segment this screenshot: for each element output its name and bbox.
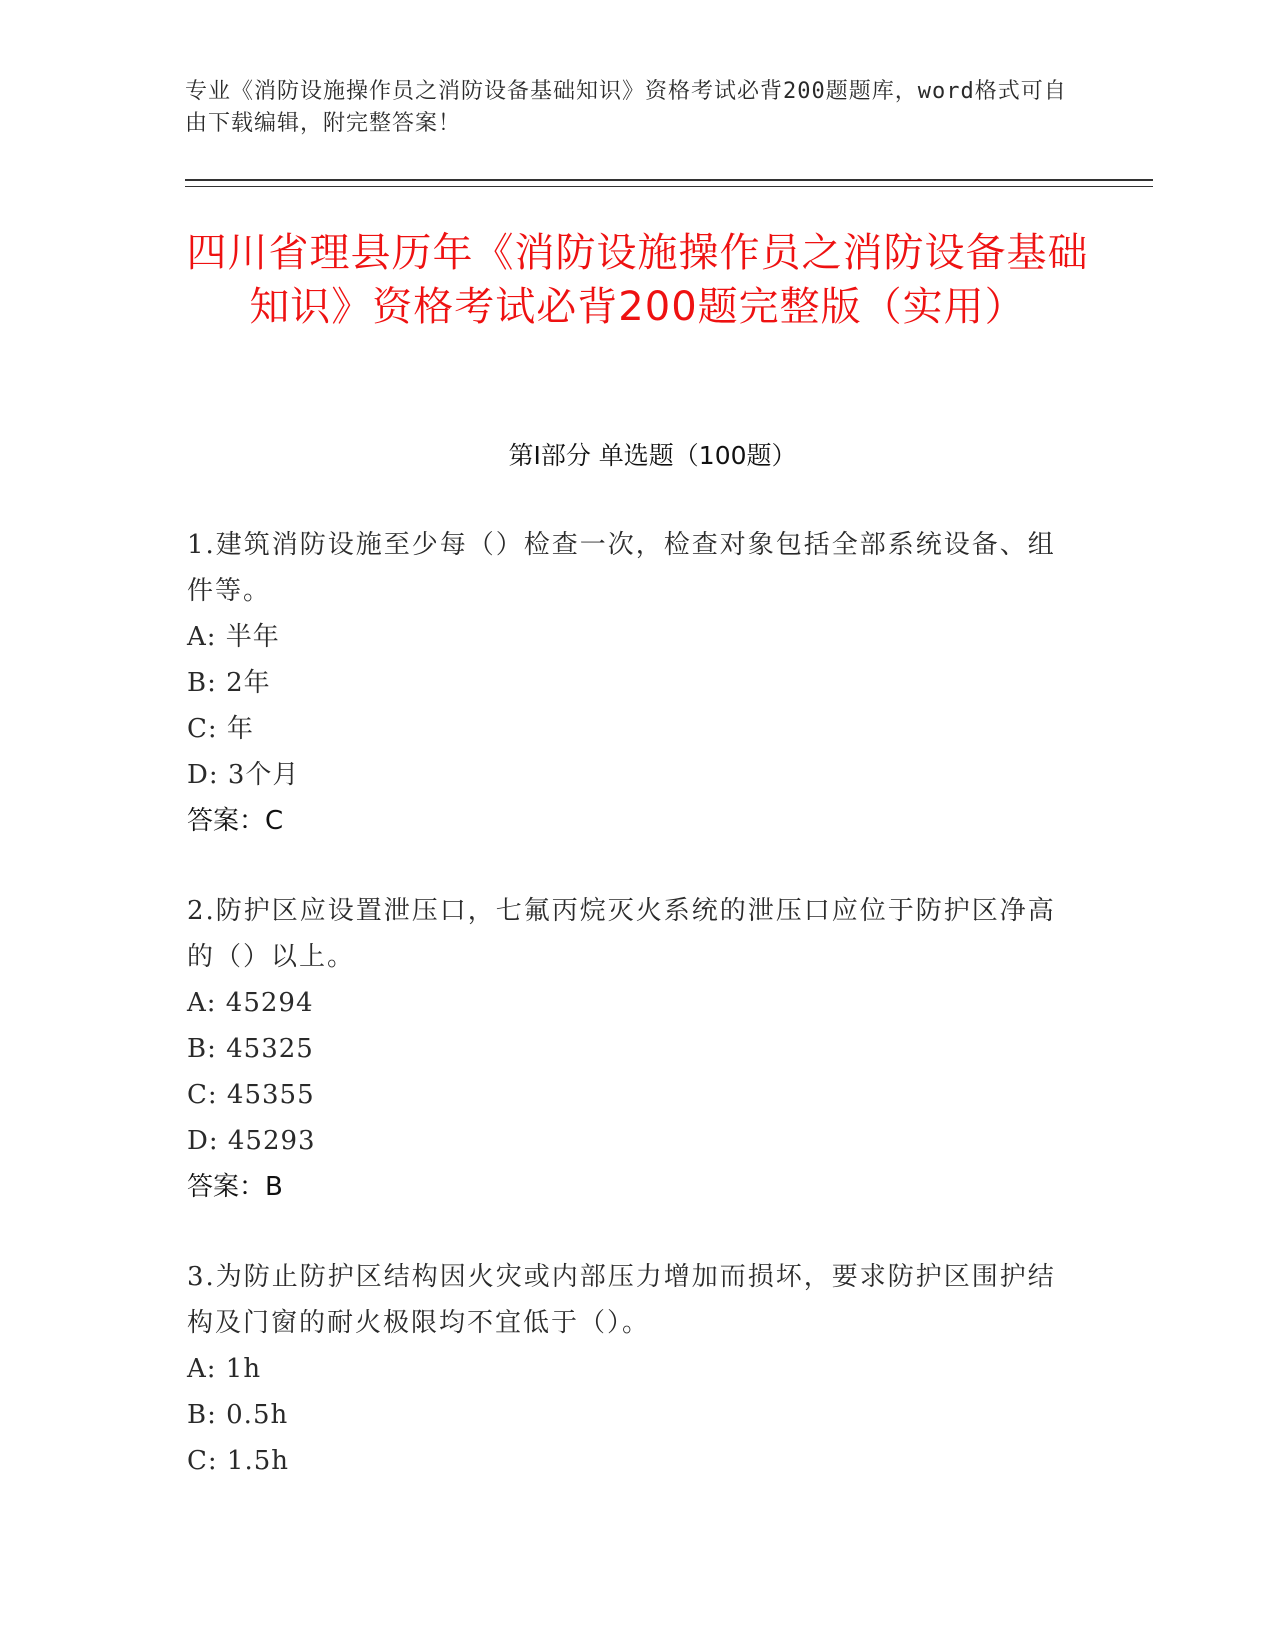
question-option-a: A: 45294 (187, 988, 314, 1018)
document-title: 四川省理县历年《消防设施操作员之消防设备基础知识》资格考试必背200题完整版（实用） (186, 230, 1089, 330)
question-item (187, 1254, 1067, 1484)
question-option-a: A: 半年 (187, 622, 280, 652)
question-option-c: C: 年 (187, 714, 254, 744)
header-rule-thick (185, 179, 1153, 181)
header-note: 专业《消防设施操作员之消防设备基础知识》资格考试必背200题题库，word格式可自由下载编辑，附完整答案！ (185, 79, 1067, 136)
question-option-c: C: 1.5h (187, 1446, 290, 1476)
question-item (187, 888, 1067, 1210)
question-option-c: C: 45355 (187, 1080, 315, 1110)
question-option-b: B: 2年 (187, 668, 271, 698)
question-option-b: B: 0.5h (187, 1400, 289, 1430)
question-option-b: B: 45325 (187, 1034, 314, 1064)
header-rule-thin (185, 186, 1153, 187)
question-answer: 答案：C (187, 806, 284, 836)
question-stem: 1.建筑消防设施至少每（）检查一次，检查对象包括全部系统设备、组件等。 (187, 530, 1056, 606)
question-option-d: D: 45293 (187, 1126, 316, 1156)
question-list (187, 522, 1067, 1528)
question-option-a: A: 1h (187, 1354, 262, 1384)
question-stem: 3.为防止防护区结构因火灾或内部压力增加而损坏，要求防护区围护结构及门窗的耐火极限均不宜低于（）。 (187, 1262, 1056, 1338)
section-heading: 第I部分 单选题（100题） (508, 441, 797, 470)
question-item (187, 522, 1067, 844)
question-option-d: D: 3个月 (187, 760, 300, 790)
question-answer: 答案：B (187, 1172, 283, 1202)
question-stem: 2.防护区应设置泄压口，七氟丙烷灭火系统的泄压口应位于防护区净高的（）以上。 (187, 896, 1056, 972)
